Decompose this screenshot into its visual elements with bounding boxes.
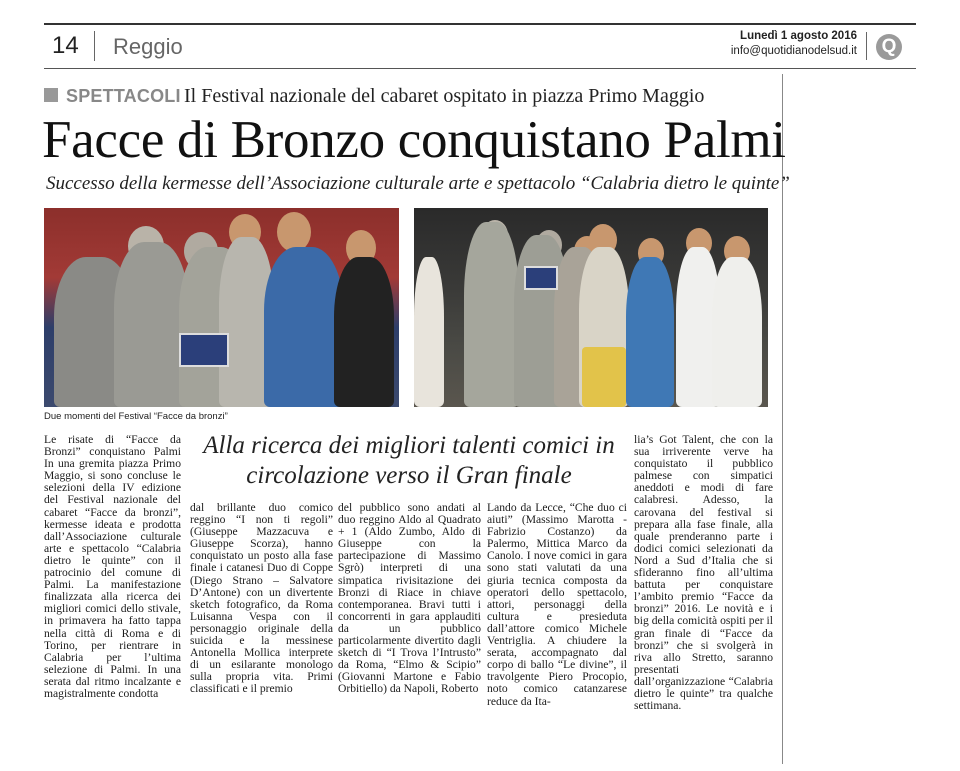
header-rule: [44, 68, 916, 69]
article-column-5: lia’s Got Talent, che con la sua irriverente verve ha conquistato il pubblico palmese con simpatici aneddoti e modi di fare calabresi. Adesso, la carovana del festival si prepara alla fase finale, alla quale prenderanno parte i dodici comici selezionati da Nord a Sud d’Italia che si sfideranno fino all’ultima battuta per conquistare l’ambito premio “Facce da bronzi” 2016. Le novità e i big della comicità ospiti per il gran finale di “Facce da bronzi” che si svolgerà in riva allo Stretto, saranno presentati dall’organizzazione “Calabria dietro le quinte” tra qualche settimana.: [634, 433, 773, 713]
contact-email: info@quotidianodelsud.it: [730, 45, 857, 57]
publication-date: Lunedì 1 agosto 2016: [740, 30, 857, 42]
kicker-square-icon: [44, 88, 58, 102]
kicker-text: Il Festival nazionale del cabaret ospitato in piazza Primo Maggio: [184, 85, 705, 107]
subheadline: Successo della kermesse dell’Associazione culturale arte e spettacolo “Calabria dietro le quinte”: [46, 173, 790, 194]
article-column-4: Lando da Lecce, “Che duo ci aiuti” (Massimo Marotta - Fabrizio Costanzo) da Palermo, Mittica Marco da Canolo. I nove comici in gara sono stati valutati da una giuria tecnica composta da operatori dello spettacolo, attori, personaggi della cultura e presieduta dall’attore comico Michele Ventriglia. A chiudere la serata, accompagnato dal corpo di ballo “Le divine”, il travolgente Piero Procopio, noto comico catanzarese reduce da Ita-: [487, 501, 627, 708]
photo-left: [44, 208, 399, 407]
article-column-2: dal brillante duo comico reggino “I non ti regoli” (Giuseppe Mazzacuva e Giuseppe Scorza), hanno conquistato un posto alla fase finale i catanesi Duo di Coppe (Diego Strano – Salvatore D’Antone) con un divertente sketch fotografico, da Roma Luisanna Vespa con il personaggio originale della suicida e la messinese Antonella Mollica interprete di un esilarante monologo sulla propria vita. Primi classificati e il premio: [190, 501, 333, 696]
header-divider-right: [866, 32, 867, 60]
photo-caption: Due momenti del Festival “Facce da bronzi”: [44, 411, 228, 422]
top-rule: [44, 23, 916, 25]
kicker-label: SPETTACOLI: [66, 86, 181, 106]
headline: Facce di Bronzo conquistano Palmi: [42, 111, 786, 169]
header-divider: [94, 31, 95, 61]
newspaper-logo: Q: [876, 34, 902, 60]
article-column-1: Le risate di “Facce da Bronzi” conquistano Palmi In una gremita piazza Primo Maggio, si sono concluse le selezioni della IV edizione del Festival nazionale del cabaret “Facce da bronzi”, kermesse ideata e prodotta dall’Associazione culturale arte e spettacolo “Calabria dietro le quinte” con il patrocinio del comune di Palmi. La manifestazione finalizzata alla ricerca dei migliori comici dello stivale, in primavera ha fatto tappa nella città di Roma e di Torino, per rientrare in Calabria per l’ultima selezione di Palmi. In una serata dal ritmo incalzante e magistralmente condotta: [44, 433, 181, 700]
pull-quote: Alla ricerca dei migliori talenti comici in circolazione verso il Gran finale: [203, 432, 615, 489]
section-name: Reggio: [113, 34, 183, 59]
page-number: 14: [52, 32, 79, 59]
photo-right: [414, 208, 768, 407]
article-column-3: del pubblico sono andati al duo reggino Aldo al Quadrato + 1 (Aldo Zumbo, Aldo di Giuseppe con la partecipazione di Massimo Sgrò) interpreti di una simpatica rivisitazione dei Bronzi di Riace in chiave contemporanea. Bravi tutti i concorrenti in gara applauditi da un pubblico particolarmente divertito dagli sketch di “I Trova l’Intrusto” da Roma, “Elmo & Scipio” (Giovanni Martone e Fabio Orbitiello) da Napoli, Roberto: [338, 501, 481, 696]
